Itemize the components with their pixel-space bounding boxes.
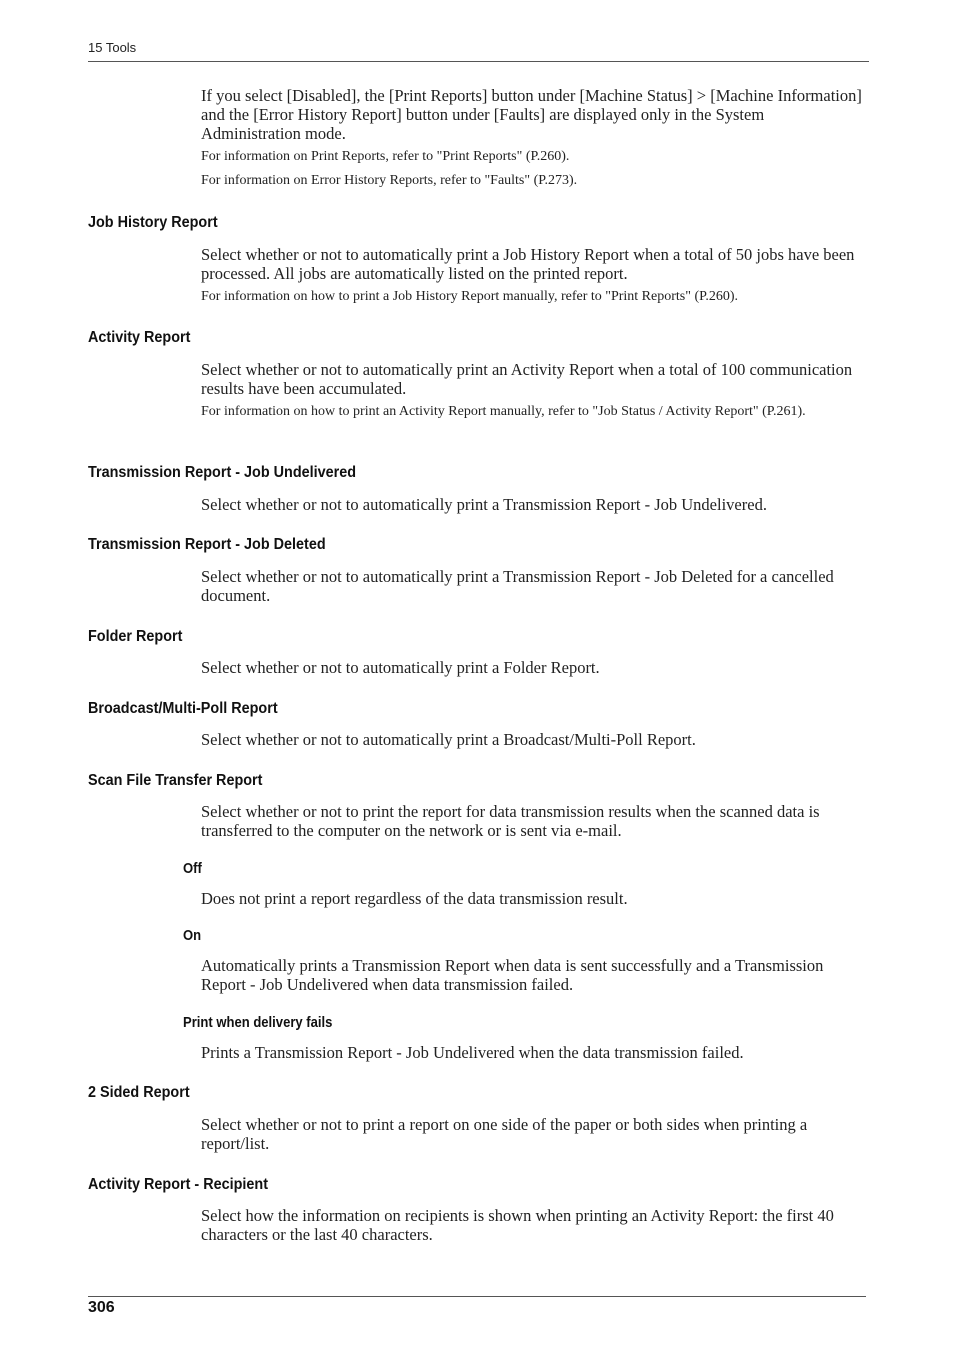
running-header: 15 Tools (88, 40, 137, 55)
intro-note-print-reports: For information on Print Reports, refer to "Print Reports" (P.260). (201, 149, 570, 164)
subheading-print-when-fails: Print when delivery fails (183, 1015, 333, 1031)
header-rule (88, 61, 869, 62)
heading-broadcast-report: Broadcast/Multi-Poll Report (88, 700, 278, 717)
scan-file-paragraph: Select whether or not to print the report for data transmission results when the scanned data is transferred to the computer on the network or is sent via e-mail. (201, 802, 820, 840)
job-history-paragraph: Select whether or not to automatically print a Job History Report when a total of 50 jobs have been processed. All jobs are automatically listed on the printed report. (201, 245, 855, 283)
heading-2-sided-report: 2 Sided Report (88, 1084, 190, 1101)
job-history-note: For information on how to print a Job History Report manually, refer to "Print Reports" (P.260). (201, 289, 739, 304)
activity-paragraph: Select whether or not to automatically print an Activity Report when a total of 100 communication results have been accumulated. (201, 360, 853, 398)
transmission-deleted-paragraph: Select whether or not to automatically print a Transmission Report - Job Deleted for a cancelled document. (201, 567, 834, 605)
heading-transmission-undelivered: Transmission Report - Job Undelivered (88, 464, 357, 481)
page-number: 306 (88, 1299, 115, 1316)
recipient-paragraph: Select how the information on recipients is shown when printing an Activity Report: the first 40 characters or the last 40 characters. (201, 1206, 834, 1244)
heading-job-history-report: Job History Report (88, 214, 218, 231)
heading-scan-file-transfer: Scan File Transfer Report (88, 772, 263, 789)
subheading-on: On (183, 928, 202, 944)
off-paragraph: Does not print a report regardless of the data transmission result. (201, 889, 628, 908)
broadcast-paragraph: Select whether or not to automatically print a Broadcast/Multi-Poll Report. (201, 730, 696, 749)
intro-paragraph: If you select [Disabled], the [Print Reports] button under [Machine Status] > [Machine Information] and the [Error History Report] button under [Faults] are displayed only in the System Administration mode. (201, 86, 862, 143)
two-sided-paragraph: Select whether or not to print a report on one side of the paper or both sides when printing a report/list. (201, 1115, 808, 1153)
footer-rule (88, 1296, 866, 1297)
heading-activity-recipient: Activity Report - Recipient (88, 1176, 269, 1193)
heading-folder-report: Folder Report (88, 628, 183, 645)
print-when-fails-paragraph: Prints a Transmission Report - Job Undelivered when the data transmission failed. (201, 1043, 744, 1062)
transmission-undelivered-paragraph: Select whether or not to automatically print a Transmission Report - Job Undelivered. (201, 495, 767, 514)
intro-note-error-history: For information on Error History Reports, refer to "Faults" (P.273). (201, 173, 578, 188)
heading-activity-report: Activity Report (88, 329, 191, 346)
subheading-off: Off (183, 861, 202, 877)
on-paragraph: Automatically prints a Transmission Report when data is sent successfully and a Transmission Report - Job Undelivered when data transmission failed. (201, 956, 824, 994)
activity-note: For information on how to print an Activity Report manually, refer to "Job Status / Activity Report" (P.261). (201, 404, 806, 419)
folder-paragraph: Select whether or not to automatically print a Folder Report. (201, 658, 600, 677)
heading-transmission-deleted: Transmission Report - Job Deleted (88, 536, 326, 553)
